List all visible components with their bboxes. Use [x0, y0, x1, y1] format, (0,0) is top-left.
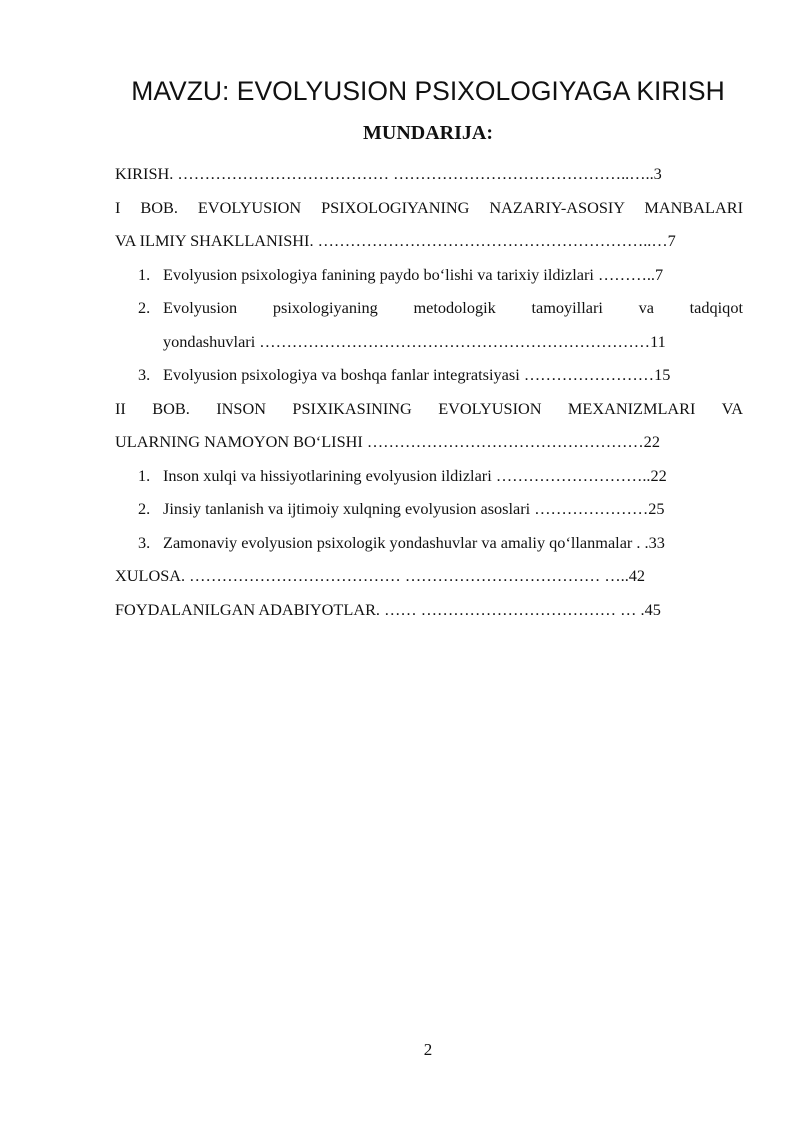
- toc-entry-chapter-2-cont: [115, 425, 743, 459]
- toc-page-number: 45: [644, 599, 661, 619]
- toc-entry-text: Jinsiy tanlanish va ijtimoiy xulqning evolyusion asoslari …………………: [163, 499, 649, 518]
- toc-entry-text: II BOB. INSON PSIXIKASINING EVOLYUSION MEXANIZMLARI VA: [115, 398, 743, 418]
- toc-entry-text: Evolyusion psixologiya va boshqa fanlar integratsiyasi ……………………: [163, 365, 655, 384]
- toc-entry-text: KIRISH. ………………………………… ……………………………………..…..: [115, 164, 654, 183]
- toc-entry-section-2-2: [115, 492, 743, 526]
- page-number: 2: [423, 1040, 433, 1059]
- toc-page-number: 22: [650, 465, 667, 485]
- toc-page-number: 42: [628, 566, 646, 585]
- toc-entry-chapter-1-cont: [115, 224, 743, 258]
- toc-entry-section-1-3: [115, 358, 743, 392]
- toc-page-number: 15: [654, 365, 671, 384]
- toc-entry-text: ULARNING NAMOYON BO‘LISHI ……………………………………………: [115, 432, 644, 451]
- toc-page-number: 25: [648, 499, 665, 518]
- table-of-contents: [115, 157, 743, 626]
- toc-page-number: 3: [653, 164, 662, 183]
- toc-entry-chapter-2: [115, 392, 743, 426]
- toc-entry-text: FOYDALANILGAN ADABIYOTLAR. …… ……………………………… … .: [115, 599, 645, 619]
- toc-entry-section-1-1: [115, 258, 743, 292]
- toc-entry-section-1-2-cont: [115, 325, 743, 359]
- page-title: MAVZU: EVOLYUSION PSIXOLOGIYAGA KIRISH: [131, 76, 725, 106]
- toc-entry-number: 1.: [138, 465, 151, 485]
- toc-entry-text: Evolyusion psixologiyaning metodologik tamoyillari va tadqiqot: [163, 298, 743, 317]
- toc-entry-text: Evolyusion psixologiya fanining paydo bo‘lishi va tarixiy ildizlari ………..: [163, 264, 655, 284]
- toc-entry-text: Inson xulqi va hissiyotlarining evolyusion ildizlari ………………………..: [163, 465, 651, 485]
- toc-entry-section-2-3: [115, 526, 743, 560]
- toc-page-number: 33: [648, 532, 665, 552]
- toc-entry-xulosa: [115, 559, 743, 593]
- toc-entry-number: 2.: [138, 499, 151, 518]
- toc-entry-section-2-1: [115, 459, 743, 493]
- toc-entry-number: 3.: [138, 532, 151, 552]
- toc-entry-number: 1.: [138, 264, 151, 284]
- toc-page-number: 22: [643, 432, 660, 451]
- toc-entry-kirish: [115, 157, 743, 191]
- toc-entry-chapter-1: [115, 191, 743, 225]
- toc-page-number: 7: [655, 264, 664, 284]
- toc-entry-text: I BOB. EVOLYUSION PSIXOLOGIYANING NAZARIY-ASOSIY MANBALARI: [115, 197, 743, 217]
- toc-entry-number: 3.: [138, 365, 151, 384]
- toc-page-number: 11: [650, 331, 666, 351]
- toc-entry-text: XULOSA. ………………………………… ……………………………… …..: [115, 566, 629, 585]
- toc-page-number: 7: [667, 231, 676, 250]
- toc-heading: MUNDARIJA:: [363, 122, 493, 144]
- toc-entry-number: 2.: [138, 298, 151, 317]
- toc-entry-references: [115, 593, 743, 627]
- toc-entry-text: Zamonaviy evolyusion psixologik yondashuvlar va amaliy qo‘llanmalar . .: [163, 532, 649, 552]
- toc-entry-section-1-2: [115, 291, 743, 325]
- toc-entry-text: yondashuvlari ………………………………………………………………: [163, 331, 651, 351]
- toc-entry-text: VA ILMIY SHAKLLANISHI. ……………………………………………………..…: [115, 231, 668, 250]
